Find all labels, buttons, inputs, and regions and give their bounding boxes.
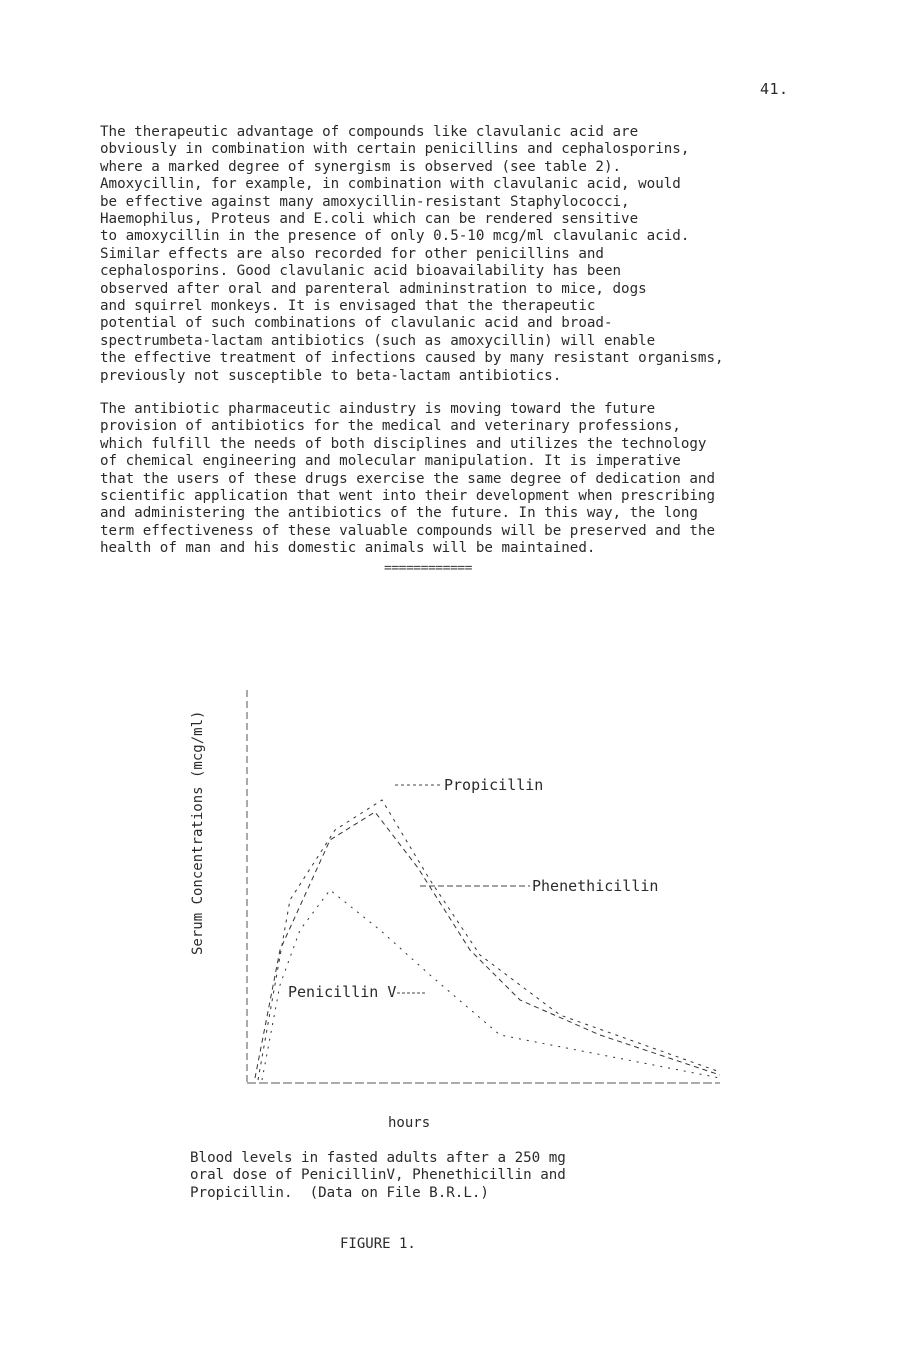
paragraph2-line: and administering the antibiotics of the future. In this way, the long	[100, 505, 698, 522]
paragraph1-line: and squirrel monkeys. It is envisaged that the therapeutic	[100, 298, 596, 315]
figure-label: FIGURE 1.	[340, 1236, 416, 1252]
paragraph1-line: The therapeutic advantage of compounds like clavulanic acid are	[100, 124, 639, 140]
paragraph1-line: be effective against many amoxycillin-resistant Staphylococci,	[100, 193, 630, 210]
paragraph1-line: obviously in combination with certain penicillins and cephalosporins,	[100, 141, 690, 158]
paragraph2-line: which fulfill the needs of both disciplines and utilizes the technology	[100, 435, 707, 452]
curve-propicillin	[255, 812, 720, 1078]
paragraph2-line: of chemical engineering and molecular manipulation. It is imperative	[100, 453, 681, 470]
label-phenethicillin: Phenethicillin	[532, 877, 659, 895]
paragraph1-line: potential of such combinations of clavulanic acid and broad-	[100, 315, 613, 332]
paragraph2-line: term effectiveness of these valuable compounds will be preserved and the	[100, 522, 715, 539]
paragraph1-line: where a marked degree of synergism is observed (see table 2).	[100, 158, 622, 175]
y-axis-label: Serum Concentrations (mcg/ml)	[190, 710, 206, 955]
caption-line: Blood levels in fasted adults after a 250 mg	[190, 1150, 566, 1166]
label-propicillin: Propicillin	[444, 776, 544, 794]
label-penicillin-v: Penicillin V	[288, 983, 397, 1001]
paragraph1-line: Haemophilus, Proteus and E.coli which can be rendered sensitive	[100, 211, 639, 228]
curve-phenethicillin	[258, 800, 720, 1080]
paragraph2-line: The antibiotic pharmaceutic aindustry is moving toward the future	[100, 401, 656, 417]
paragraph1-line: cephalosporins. Good clavulanic acid bioavailability has been	[100, 263, 622, 280]
paragraph1-line: observed after oral and parenteral admininstration to mice, dogs	[100, 280, 647, 297]
paragraph1-line: previously not susceptible to beta-lactam antibiotics.	[100, 367, 562, 384]
paragraph2-line: provision of antibiotics for the medical and veterinary professions,	[100, 418, 681, 435]
section-separator: ============	[384, 561, 472, 576]
caption-line: oral dose of PenicillinV, Phenethicillin and	[190, 1167, 566, 1184]
caption-line: Propicillin. (Data on File B.R.L.)	[190, 1184, 489, 1201]
paragraph2-line: health of man and his domestic animals will be maintained.	[100, 540, 596, 557]
x-axis-label: hours	[388, 1115, 431, 1131]
paragraph1-line: the effective treatment of infections caused by many resistant organisms,	[100, 350, 724, 367]
paragraph2-line: that the users of these drugs exercise the same degree of dedication and	[100, 470, 715, 487]
paragraph1-line: spectrumbeta-lactam antibiotics (such as amoxycillin) will enable	[100, 332, 656, 349]
figure-caption	[190, 1150, 566, 1202]
paragraph2-line: scientific application that went into their development when prescribing	[100, 488, 715, 505]
paragraph1-line: to amoxycillin in the presence of only 0.5-10 mcg/ml clavulanic acid.	[100, 228, 690, 245]
paragraph1-line: Similar effects are also recorded for other penicillins and	[100, 245, 604, 262]
page-number: 41.	[760, 80, 789, 98]
paragraph1-line: Amoxycillin, for example, in combination with clavulanic acid, would	[100, 176, 681, 193]
